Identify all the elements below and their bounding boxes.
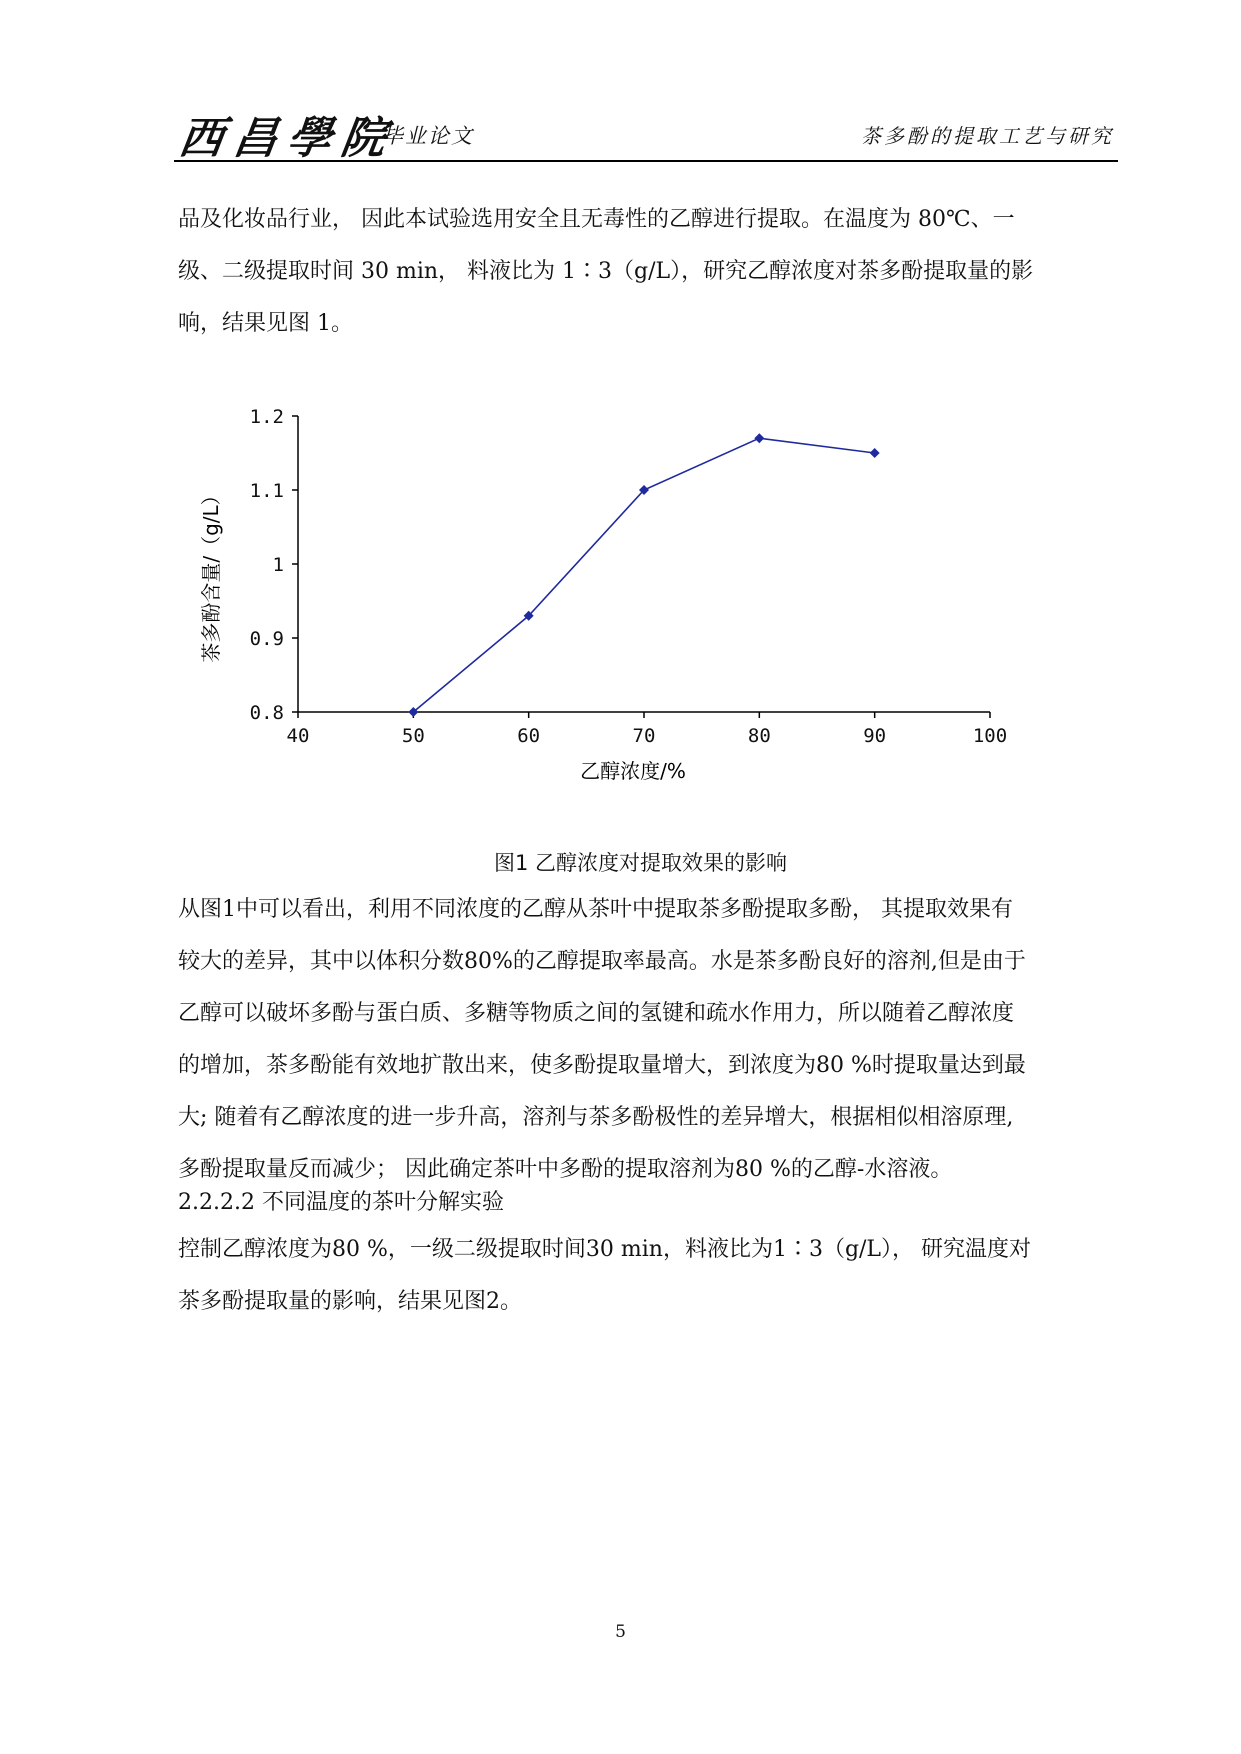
text-line: 多酚提取量反而减少； 因此确定茶叶中多酚的提取溶剂为80 %的乙醇-水溶液。 bbox=[178, 1157, 953, 1182]
paragraph-intro bbox=[178, 194, 1128, 350]
y-tick-label: 1 bbox=[272, 554, 284, 576]
header-right-title: 茶多酚的提取工艺与研究 bbox=[861, 124, 1114, 148]
text-line: 从图1中可以看出，利用不同浓度的乙醇从茶叶中提取茶多酚提取多酚， 其提取效果有 bbox=[178, 897, 1013, 922]
figure-caption: 图1 乙醇浓度对提取效果的影响 bbox=[493, 851, 788, 875]
x-tick-label: 70 bbox=[632, 725, 656, 747]
x-tick-label: 50 bbox=[401, 725, 425, 747]
ethanol-concentration-chart bbox=[178, 396, 1018, 816]
page-header bbox=[174, 96, 1118, 162]
x-tick-label: 100 bbox=[972, 725, 1008, 747]
text-line: 乙醇可以破坏多酚与蛋白质、多糖等物质之间的氢键和疏水作用力，所以随着乙醇浓度 bbox=[178, 1001, 1015, 1026]
chart-series bbox=[408, 433, 879, 717]
header-left-text: 毕业论文 bbox=[382, 124, 474, 148]
text-line: 品及化妆品行业， 因此本试验选用安全且无毒性的乙醇进行提取。在温度为 80℃、一 bbox=[178, 207, 1015, 232]
page-number: 5 bbox=[615, 1622, 626, 1642]
y-tick-label: 1.2 bbox=[249, 406, 284, 428]
x-axis-label: 乙醇浓度/% bbox=[580, 759, 686, 783]
paragraph-discussion bbox=[178, 884, 1128, 1196]
y-tick-label: 0.9 bbox=[249, 628, 284, 650]
x-tick-label: 40 bbox=[286, 725, 310, 747]
x-axis-ticks bbox=[287, 712, 1008, 747]
text-line: 的增加，茶多酚能有效地扩散出来，使多酚提取量增大，到浓度为80 %时提取量达到最 bbox=[178, 1053, 1026, 1078]
university-logo: 西昌學院 bbox=[175, 113, 399, 164]
y-axis-label: 茶多酚含量/（g/L） bbox=[199, 485, 223, 663]
y-tick-label: 1.1 bbox=[249, 480, 284, 502]
text-line: 控制乙醇浓度为80 %，一级二级提取时间30 min，料液比为1∶3（g/L）， 研究温度对 bbox=[178, 1237, 1032, 1262]
x-tick-label: 80 bbox=[747, 725, 771, 747]
text-line: 大; 随着有乙醇浓度的进一步升高，溶剂与茶多酚极性的差异增大，根据相似相溶原理, bbox=[178, 1105, 1014, 1130]
x-tick-label: 60 bbox=[517, 725, 541, 747]
paragraph-method bbox=[178, 1224, 1128, 1328]
text-line: 响，结果见图 1。 bbox=[178, 311, 353, 336]
text-line: 较大的差异，其中以体积分数80%的乙醇提取率最高。水是茶多酚良好的溶剂,但是由于 bbox=[178, 949, 1026, 974]
data-point-marker bbox=[870, 448, 880, 458]
x-tick-label: 90 bbox=[863, 725, 887, 747]
y-tick-label: 0.8 bbox=[249, 702, 284, 724]
text-line: 级、二级提取时间 30 min， 料液比为 1∶3（g/L），研究乙醇浓度对茶多酚提取量的影 bbox=[178, 259, 1034, 284]
y-axis-ticks bbox=[250, 406, 298, 724]
data-point-marker bbox=[754, 433, 764, 443]
series-line bbox=[413, 438, 874, 712]
text-line: 茶多酚提取量的影响，结果见图2。 bbox=[178, 1289, 522, 1314]
section-heading: 2.2.2.2 不同温度的茶叶分解实验 bbox=[178, 1190, 504, 1215]
chart-axes bbox=[298, 416, 990, 712]
